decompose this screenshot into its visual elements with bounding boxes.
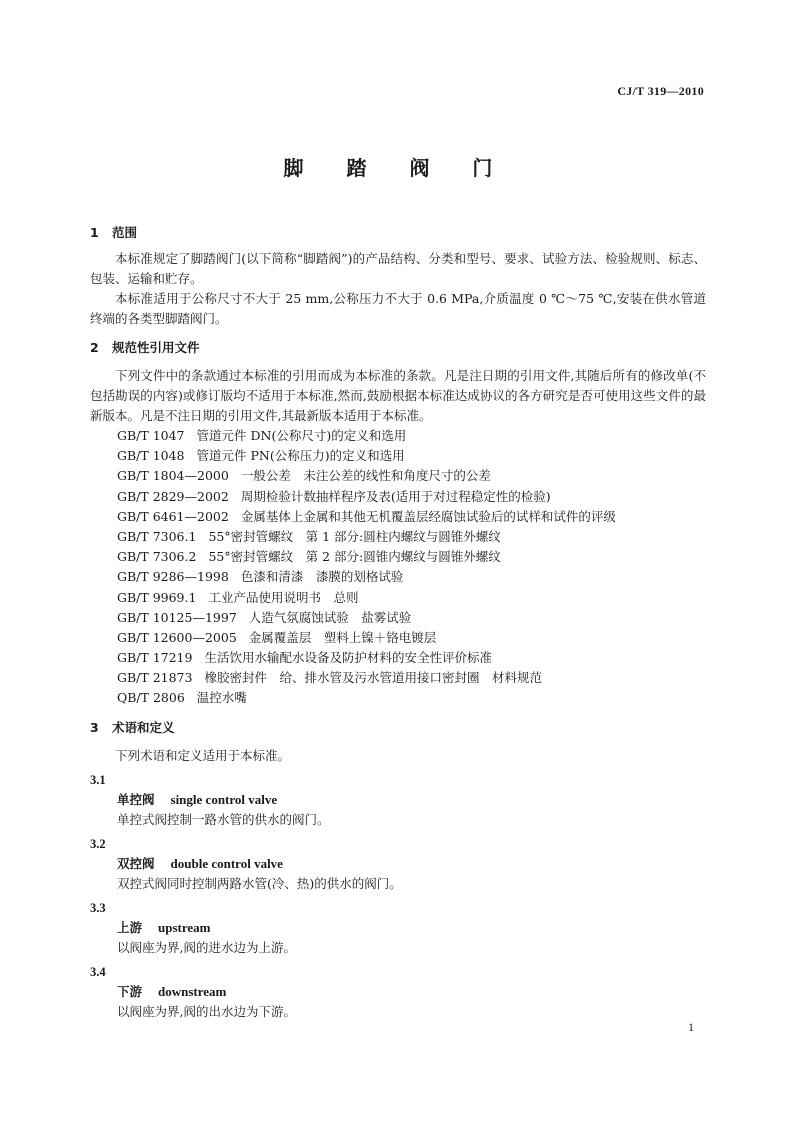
reference-item bbox=[90, 507, 706, 527]
reference-title: 工业产品使用说明书 总则 bbox=[208, 589, 359, 605]
reference-code: GB/T 12600—2005 bbox=[117, 629, 237, 645]
reference-item bbox=[90, 446, 706, 466]
reference-title: 橡胶密封件 给、排水管及污水管道用接口密封圈 材料规范 bbox=[204, 670, 542, 686]
reference-code: GB/T 21873 bbox=[117, 670, 193, 686]
section-number: 2 bbox=[90, 340, 99, 355]
reference-item bbox=[90, 487, 706, 507]
reference-title: 管道元件 DN(公称尺寸)的定义和选用 bbox=[196, 428, 407, 443]
term-chinese: 下游 bbox=[117, 983, 143, 999]
reference-code: GB/T 1804—2000 bbox=[117, 468, 229, 484]
reference-title: 55°密封管螺纹 第 2 部分:圆锥内螺纹与圆锥外螺纹 bbox=[208, 549, 501, 565]
term-chinese: 单控阀 bbox=[117, 791, 155, 807]
term-definition: 双控式阀同时控制两路水管(冷、热)的供水的阀门。 bbox=[117, 875, 402, 891]
reference-title: 管道元件 PN(公称压力)的定义和选用 bbox=[196, 448, 405, 464]
section-heading-normative-references bbox=[90, 338, 706, 358]
term-number: 3.4 bbox=[90, 964, 106, 979]
reference-code: GB/T 7306.2 bbox=[117, 549, 197, 565]
section-title: 规范性引用文件 bbox=[112, 340, 200, 355]
section-heading-scope bbox=[90, 223, 706, 243]
term-entry bbox=[90, 962, 706, 1022]
term-number: 3.2 bbox=[90, 836, 106, 851]
reference-code: QB/T 2806 bbox=[117, 690, 185, 706]
term-heading bbox=[90, 982, 706, 1002]
term-english: single control valve bbox=[170, 791, 278, 807]
reference-title: 金属基体上金属和其他无机覆盖层经腐蚀试验后的试样和试件的评级 bbox=[240, 508, 616, 524]
document-body bbox=[90, 220, 706, 1022]
page-number: 1 bbox=[688, 1020, 694, 1034]
scope-paragraph-1: 本标准规定了脚踏阀门(以下简称“脚踏阀”)的产品结构、分类和型号、要求、试验方法、检验规则、标志、包装、运输和贮存。 bbox=[90, 251, 706, 286]
term-english: double control valve bbox=[170, 855, 283, 871]
term-entry bbox=[90, 770, 706, 830]
reference-code: GB/T 10125—1997 bbox=[117, 609, 237, 625]
term-number: 3.1 bbox=[90, 772, 106, 787]
section-number: 3 bbox=[90, 719, 99, 735]
term-definition: 以阀座为界,阀的进水边为上游。 bbox=[117, 939, 296, 955]
term-chinese: 上游 bbox=[117, 919, 143, 935]
section-title: 范围 bbox=[112, 225, 138, 240]
references-intro: 下列文件中的条款通过本标准的引用而成为本标准的条款。凡是注日期的引用文件,其随后所有的修改单(不包括勘误的内容)或修订版均不适用于本标准,然而,鼓励根据本标准达成协议的各方研究是否可使用这些文件的最新版本。凡是不注日期的引用文件,其最新版本适用于本标准。 bbox=[90, 368, 706, 423]
reference-code: GB/T 17219 bbox=[117, 650, 193, 666]
standard-number: CJ/T 319—2010 bbox=[617, 84, 704, 98]
reference-title: 人造气氛腐蚀试验 盐雾试验 bbox=[248, 609, 412, 625]
term-chinese: 双控阀 bbox=[117, 855, 155, 871]
section-title: 术语和定义 bbox=[112, 719, 175, 735]
reference-item bbox=[90, 466, 706, 486]
reference-item bbox=[90, 567, 706, 587]
reference-code: GB/T 7306.1 bbox=[117, 528, 197, 544]
reference-item bbox=[90, 426, 706, 446]
term-english: upstream bbox=[158, 919, 211, 935]
term-entry bbox=[90, 834, 706, 894]
scope-paragraph-2: 本标准适用于公称尺寸不大于 25 mm,公称压力不大于 0.6 MPa,介质温度 0 ℃～75 ℃,安装在供水管道终端的各类型脚踏阀门。 bbox=[90, 291, 706, 326]
reference-code: GB/T 1047 bbox=[117, 428, 185, 443]
reference-code: GB/T 1048 bbox=[117, 448, 185, 464]
terms-intro: 下列术语和定义适用于本标准。 bbox=[115, 747, 291, 763]
reference-code: GB/T 9286—1998 bbox=[117, 569, 229, 585]
reference-title: 55°密封管螺纹 第 1 部分:圆柱内螺纹与圆锥外螺纹 bbox=[208, 528, 501, 544]
reference-code: GB/T 9969.1 bbox=[117, 589, 197, 605]
reference-item bbox=[90, 668, 706, 688]
reference-code: GB/T 6461—2002 bbox=[117, 508, 229, 524]
term-number: 3.3 bbox=[90, 900, 106, 915]
term-definition: 单控式阀控制一路水管的供水的阀门。 bbox=[117, 811, 330, 827]
reference-item bbox=[90, 588, 706, 608]
term-entry bbox=[90, 898, 706, 958]
page-title: 脚 踏 阀 门 bbox=[283, 156, 511, 180]
reference-list bbox=[90, 426, 706, 709]
term-definition: 以阀座为界,阀的出水边为下游。 bbox=[117, 1003, 296, 1019]
term-heading bbox=[90, 918, 706, 938]
reference-title: 温控水嘴 bbox=[196, 690, 247, 706]
reference-title: 周期检验计数抽样程序及表(适用于对过程稳定性的检验) bbox=[240, 488, 551, 504]
section-heading-terms-definitions bbox=[90, 718, 706, 738]
reference-title: 生活饮用水输配水设备及防护材料的安全性评价标准 bbox=[204, 650, 492, 666]
reference-item bbox=[90, 628, 706, 648]
reference-title: 一般公差 未注公差的线性和角度尺寸的公差 bbox=[240, 468, 491, 484]
term-english: downstream bbox=[158, 983, 227, 999]
reference-code: GB/T 2829—2002 bbox=[117, 488, 229, 504]
reference-item bbox=[90, 547, 706, 567]
term-heading bbox=[90, 854, 706, 874]
section-number: 1 bbox=[90, 225, 99, 240]
reference-item bbox=[90, 688, 706, 708]
term-heading bbox=[90, 790, 706, 810]
reference-title: 色漆和清漆 漆膜的划格试验 bbox=[240, 569, 404, 585]
reference-item bbox=[90, 527, 706, 547]
reference-item bbox=[90, 608, 706, 628]
reference-title: 金属覆盖层 塑料上镍＋铬电镀层 bbox=[248, 629, 437, 645]
reference-item bbox=[90, 648, 706, 668]
